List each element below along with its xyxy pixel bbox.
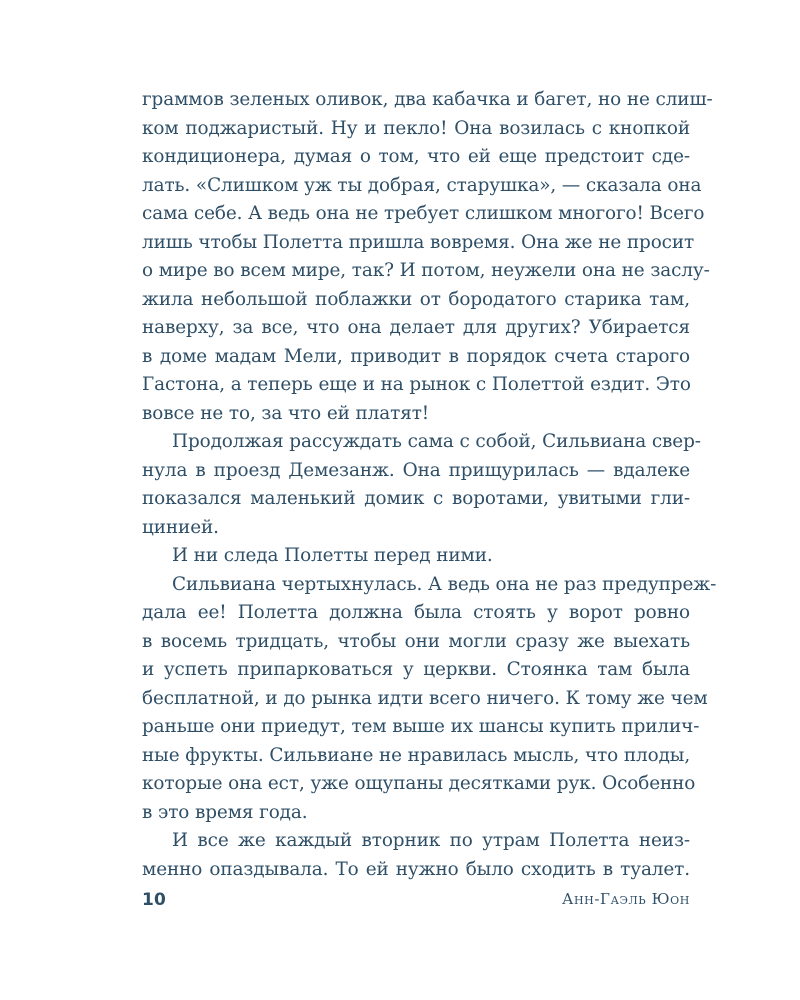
text-line: кондиционера, думая о том, что ей еще предстоит сде- xyxy=(142,146,690,167)
text-line: показался маленький домик с воротами, увитыми гли- xyxy=(142,488,690,509)
text-line: ные фрукты. Сильвиане не нравилась мысль, что плоды, xyxy=(142,744,691,766)
text-line: в это время года. xyxy=(142,801,308,823)
text-line: которые она ест, уже ощупаны десятками рук. Особенно xyxy=(142,773,696,794)
text-line: граммов зеленых оливок, два кабачка и багет, но не слиш- xyxy=(142,89,713,110)
page-number: 10 xyxy=(142,890,167,910)
text-line: дала ее! Полетта должна была стоять у ворот ровно xyxy=(142,602,690,623)
text-line: в восемь тридцать, чтобы они могли сразу же выехать xyxy=(142,630,690,652)
text-line: раньше они приедут, тем выше их шансы купить прилич- xyxy=(142,716,700,737)
text-line: ком поджаристый. Ну и пекло! Она возилась с кнопкой xyxy=(142,117,690,139)
text-line: в доме мадам Мели, приводит в порядок счета старого xyxy=(142,345,690,367)
text-line: Гастона, а теперь еще и на рынок с Полеттой ездит. Это xyxy=(142,374,691,395)
text-line: сама себе. А ведь она не требует слишком многого! Всего xyxy=(142,203,705,224)
text-line: цинией. xyxy=(142,516,219,538)
text-line: нула в проезд Демезанж. Она прищурилась — вдалеке xyxy=(142,459,690,481)
text-line: Сильвиана чертыхнулась. А ведь она не раз предупреж- xyxy=(172,573,717,595)
text-line: И все же каждый вторник по утрам Полетта неиз- xyxy=(172,830,690,851)
text-line: наверху, за все, что она делает для других? Убирается xyxy=(142,317,690,338)
text-line: менно опаздывала. То ей нужно было сходить в туалет. xyxy=(142,858,690,880)
body-text xyxy=(142,86,717,884)
text-line: И ни следа Полетты перед ними. xyxy=(172,545,493,566)
text-line: лать. «Слишком уж ты добрая, старушка», — сказала она xyxy=(142,174,702,196)
page-footer xyxy=(142,890,690,914)
text-line: бесплатной, и до рынка идти всего ничего. К тому же чем xyxy=(142,687,708,709)
running-head-author: Анн-Гаэль Юон xyxy=(562,890,690,908)
text-line: и успеть припарковаться у церкви. Стоянка там была xyxy=(142,659,690,680)
text-line: о мире во всем мире, так? И потом, неужели она не заслу- xyxy=(142,260,710,281)
text-line: жила небольшой поблажки от бородатого старика там, xyxy=(142,288,690,310)
text-line: лишь чтобы Полетта пришла вовремя. Она же не просит xyxy=(142,231,695,253)
text-line: вовсе не то, за что ей платят! xyxy=(142,402,430,424)
text-line: Продолжая рассуждать сама с собой, Сильвиана свер- xyxy=(172,431,701,452)
